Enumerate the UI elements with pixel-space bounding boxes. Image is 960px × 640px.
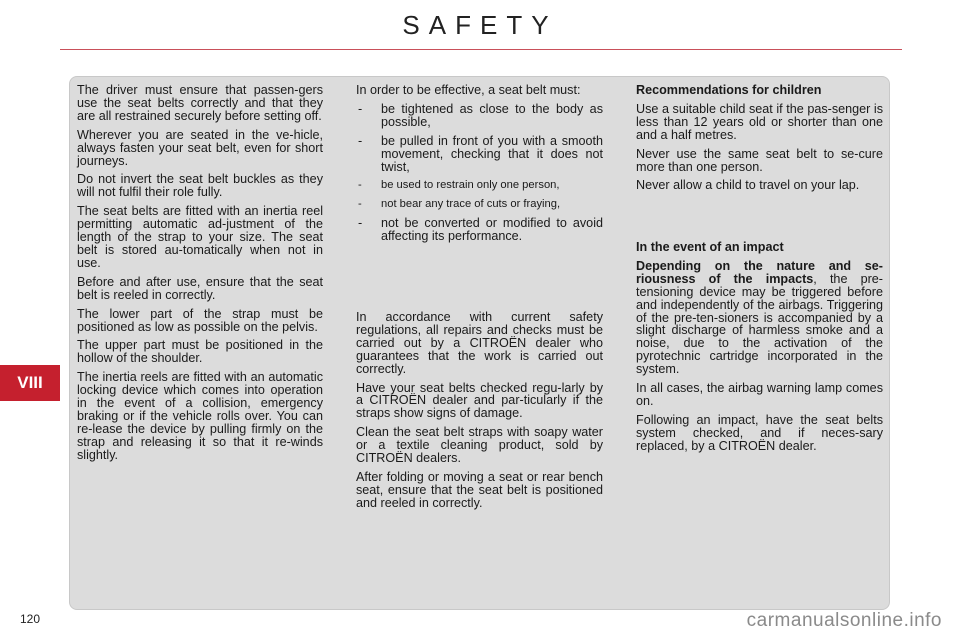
- list-item: - not be converted or modified to avoid affecting its performance.: [356, 217, 603, 243]
- section-heading: In the event of an impact: [636, 240, 784, 254]
- paragraph: Before and after use, ensure that the seat belt is reeled in correctly.: [77, 274, 323, 302]
- page-number: 120: [20, 612, 41, 626]
- title-divider: [60, 49, 902, 50]
- paragraph: The lower part of the strap must be positioned as low as possible on the pelvis.: [77, 306, 323, 334]
- paragraph: Wherever you are seated in the ve-hicle, always fasten your seat belt, even for short journeys.: [77, 127, 323, 168]
- paragraph: In accordance with current safety regulations, all repairs and checks must be carried out by a CITROËN dealer who guarantees that the work is carried out correctly.: [356, 310, 603, 376]
- lead-continuation: , the pre-tensioning device may be triggered before and independently of the airbags. Triggering of the pre-ten-sioners is accompanied by a slight discharge of harmless smoke and a noise, due to the activation of the pyrotechnic cartridge incorporated in the system.: [636, 271, 883, 377]
- paragraph: Do not invert the seat belt buckles as they will not fulfil their role fully.: [77, 172, 323, 200]
- paragraph: Use a suitable child seat if the pas-senger is less than 12 years old or shorter than one and a half metres.: [636, 101, 883, 142]
- paragraph: Never use the same seat belt to se-cure more than one person.: [636, 146, 883, 174]
- list-item: - be used to restrain only one person,: [356, 179, 603, 192]
- page-title: SAFETY: [402, 10, 558, 40]
- paragraph: Clean the seat belt straps with soapy water or a textile cleaning product, sold by CITROËN dealers.: [356, 425, 603, 466]
- paragraph: The driver must ensure that passen-gers use the seat belts correctly and that they are all restrained securely before setting off.: [77, 83, 323, 123]
- paragraph: After folding or moving a seat or rear bench seat, ensure that the seat belt is positioned and reeled in correctly.: [356, 469, 603, 510]
- bold-lead: Depending on the nature and se-riousness of the impacts: [636, 258, 883, 286]
- section-heading: Recommendations for children: [636, 83, 822, 97]
- paragraph: Following an impact, have the seat belts system checked, and if neces-sary replaced, by a CITROËN dealer.: [636, 412, 883, 453]
- paragraph: In all cases, the airbag warning lamp comes on.: [636, 381, 883, 408]
- column-effectiveness: [356, 84, 603, 249]
- intro-text: In order to be effective, a seat belt must:: [356, 83, 581, 97]
- list-item: - be pulled in front of you with a smooth movement, checking that it does not twist,: [356, 135, 603, 174]
- chapter-tab: VIII: [0, 365, 60, 401]
- watermark: carmanualsonline.info: [746, 610, 942, 631]
- paragraph: Never allow a child to travel on your lap.: [636, 178, 860, 193]
- paragraph: [636, 260, 883, 376]
- requirements-list: [356, 103, 603, 243]
- paragraph: The inertia reels are fitted with an automatic locking device which comes into operation in the event of a collision, emergency braking or if the vehicle rolls over. You can re-lease the device by pulling firmly on the strap and releasing it so that it re-winds slightly.: [77, 370, 323, 462]
- paragraph: The upper part must be positioned in the hollow of the shoulder.: [77, 338, 323, 366]
- column-children: [636, 84, 883, 198]
- paragraph: Have your seat belts checked regu-larly by a CITROËN dealer and par-ticularly if the straps show signs of damage.: [356, 380, 603, 421]
- list-item: - be tightened as close to the body as possible,: [356, 103, 603, 129]
- list-item: - not bear any trace of cuts or fraying,: [356, 198, 603, 211]
- column-impact: [636, 241, 883, 459]
- paragraph: The seat belts are fitted with an inertia reel permitting automatic ad-justment of the length of the strap to your size. The seat belt is stored au-tomatically when not in use.: [77, 204, 323, 270]
- column-general-info: [77, 84, 323, 468]
- column-maintenance: [356, 311, 603, 516]
